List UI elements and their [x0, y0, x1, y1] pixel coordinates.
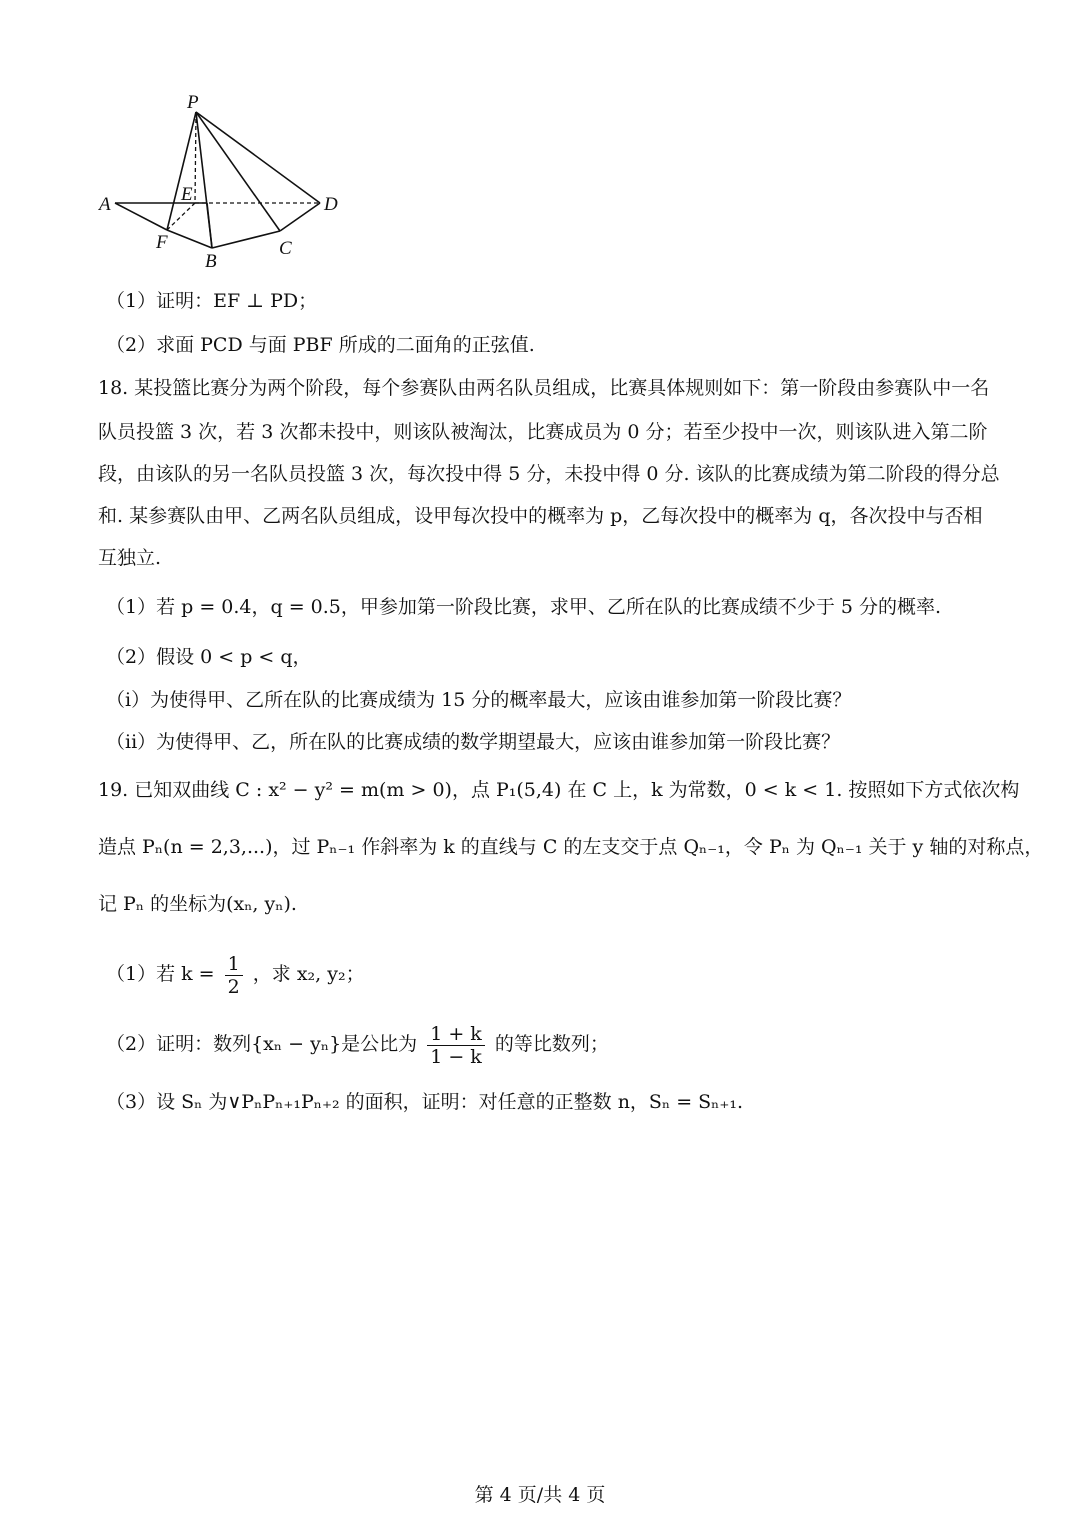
q19-part2: [106, 1020, 1000, 1068]
q17-part1: （1）证明：EF ⊥ PD；: [106, 290, 318, 312]
q19-part2-prefix: （2）证明：数列{xₙ − yₙ}是公比为: [106, 1033, 418, 1055]
fraction-denominator: 1 − k: [430, 1045, 482, 1068]
q19-stem-line-3: 记 Pₙ 的坐标为(xₙ, yₙ).: [98, 893, 297, 915]
q18-stem-line-5: 互独立.: [98, 547, 162, 569]
fraction-numerator: 1 + k: [427, 1023, 485, 1046]
label-D: D: [324, 194, 338, 215]
q19-part3: （3）设 Sₙ 为∨PₙPₙ₊₁Pₙ₊₂ 的面积，证明：对任意的正整数 n，Sₙ = Sₙ₊₁.: [106, 1091, 744, 1113]
q18-part1: （1）若 p = 0.4，q = 0.5，甲参加第一阶段比赛，求甲、乙所在队的比赛成绩不少于 5 分的概率.: [106, 596, 942, 618]
edge-FB: [167, 230, 212, 248]
edge-AF: [115, 203, 167, 230]
pyramid-figure: [95, 88, 355, 273]
edge-CD: [280, 203, 320, 231]
q18-stem-line-4: 和. 某参赛队由甲、乙两名队员组成，设甲每次投中的概率为 p，乙每次投中的概率为 q，各次投中与否相: [98, 505, 983, 527]
q19-part2-fraction: [427, 1023, 485, 1068]
edge-BC: [212, 231, 280, 248]
edge-PF: [167, 112, 196, 230]
hidden-edge-EF: [167, 203, 195, 230]
label-F: F: [156, 232, 168, 253]
edge-back-B: [207, 203, 212, 248]
q19-part1-fraction: [225, 953, 243, 998]
q19-stem-line-2: 造点 Pₙ(n = 2,3,...)，过 Pₙ₋₁ 作斜率为 k 的直线与 C 的左支交于点 Qₙ₋₁，令 Pₙ 为 Qₙ₋₁ 关于 y 轴的对称点，: [98, 836, 1044, 858]
label-A: A: [99, 194, 111, 215]
q18-part2-ii: （ii）为使得甲、乙，所在队的比赛成绩的数学期望最大，应该由谁参加第一阶段比赛？: [106, 731, 841, 753]
q19-part2-suffix: 的等比数列；: [494, 1033, 609, 1055]
fraction-denominator: 2: [227, 975, 240, 998]
label-C: C: [279, 238, 292, 259]
q18-part2-i: （i）为使得甲、乙所在队的比赛成绩为 15 分的概率最大，应该由谁参加第一阶段比赛？: [106, 689, 852, 711]
q19-part1-suffix: ，求 x₂, y₂；: [252, 963, 365, 985]
q19-part1-prefix: （1）若 k =: [106, 963, 215, 985]
page-footer: 第 4 页/共 4 页: [474, 1484, 606, 1506]
label-P: P: [187, 92, 199, 113]
q18-part2: （2）假设 0 < p < q，: [106, 646, 312, 668]
q18-stem-line-1: 18. 某投篮比赛分为两个阶段，每个参赛队由两名队员组成，比赛具体规则如下：第一阶段由参赛队中一名: [98, 377, 990, 399]
fraction-numerator: 1: [225, 953, 243, 976]
label-B: B: [205, 251, 217, 272]
label-E: E: [181, 184, 193, 205]
hidden-edge-PE: [195, 112, 196, 203]
q19-stem-line-1: 19. 已知双曲线 C : x² − y² = m(m > 0)，点 P₁(5,4) 在 C 上，k 为常数，0 < k < 1. 按照如下方式依次构: [98, 779, 1020, 801]
q19-part1: [106, 950, 1000, 998]
q17-part2: （2）求面 PCD 与面 PBF 所成的二面角的正弦值.: [106, 334, 535, 356]
q18-stem-line-2: 队员投篮 3 次，若 3 次都未投中，则该队被淘汰，比赛成员为 0 分；若至少投中一次，则该队进入第二阶: [98, 421, 988, 443]
q18-stem-line-3: 段，由该队的另一名队员投篮 3 次，每次投中得 5 分，未投中得 0 分. 该队的比赛成绩为第二阶段的得分总: [98, 463, 1000, 485]
edge-PD: [196, 112, 320, 203]
